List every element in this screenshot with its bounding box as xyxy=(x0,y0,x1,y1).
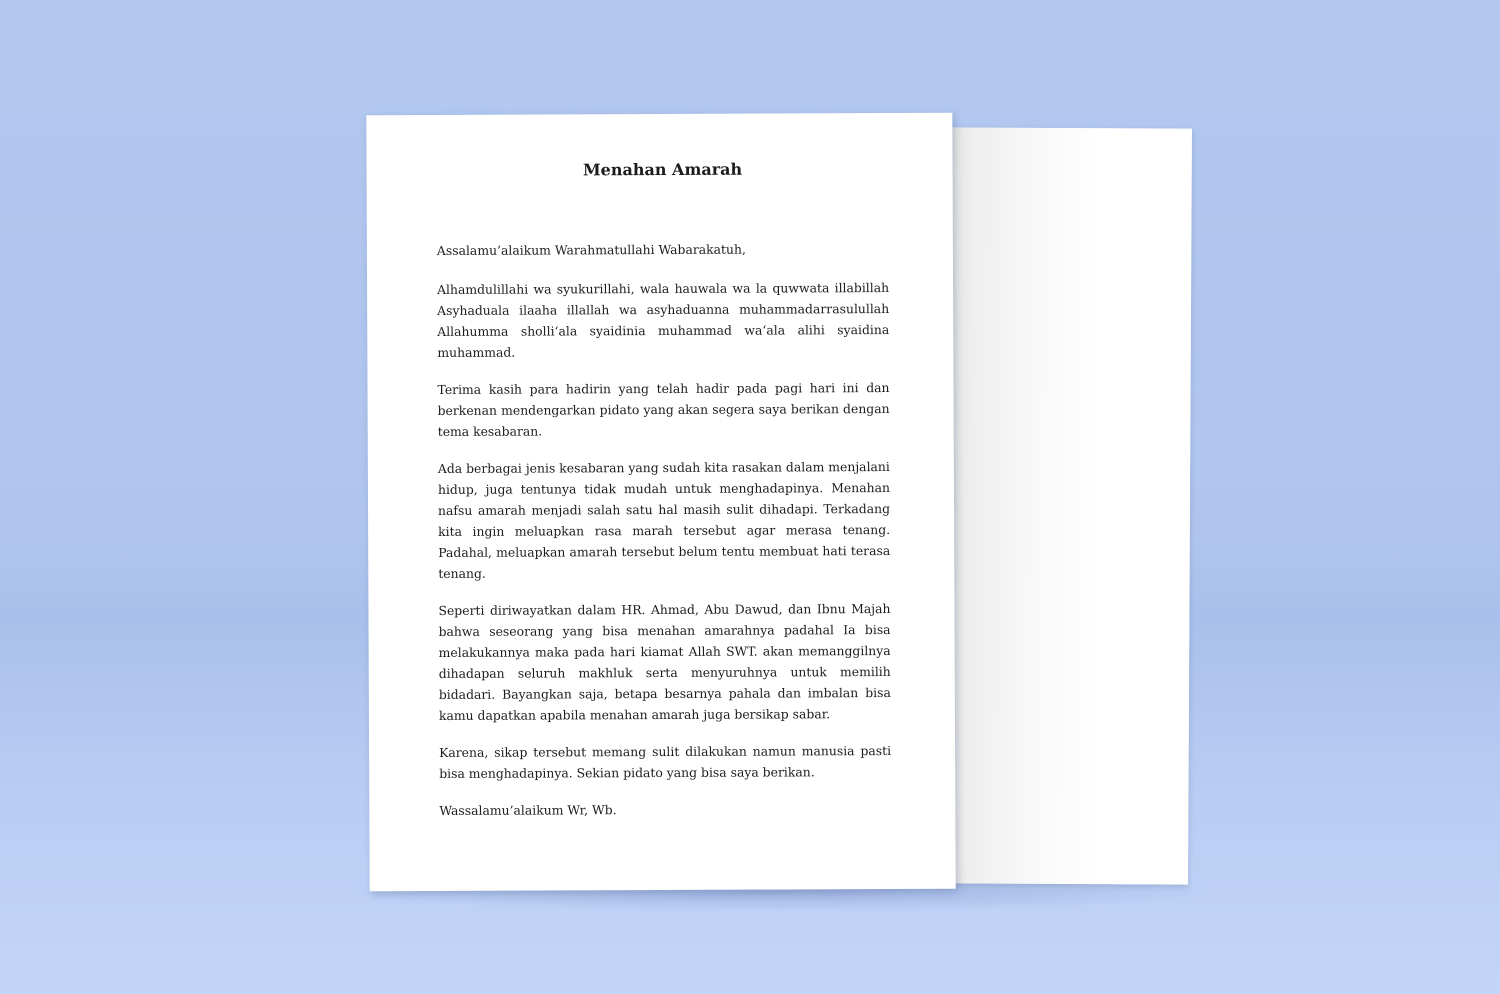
greeting: Assalamu’alaikum Warahmatullahi Wabarakatuh, xyxy=(436,241,746,258)
paragraph: Terima kasih para hadirin yang telah hadir pada pagi hari ini dan berkenan mendengarkan pidato yang akan segera saya berikan dengan tema kesabaran. xyxy=(437,380,890,439)
front-sheet-text xyxy=(437,159,892,837)
paragraph: Seperti diriwayatkan dalam HR. Ahmad, Abu Dawud, dan Ibnu Majah bahwa seseorang yang bisa menahan amarahnya padahal Ia bisa melakukannya maka pada hari kiamat Allah SWT. akan memanggilnya dihadapan seluruh makhluk serta menyuruhnya untuk memilih bidadari. Bayangkan saja, betapa besarnya pahala dan imbalan bisa kamu dapatkan apabila menahan amarah juga bersikap sabar. xyxy=(438,600,891,723)
back-paper-sheet xyxy=(938,127,1192,884)
paragraph: Karena, sikap tersebut memang sulit dilakukan namun manusia pasti bisa menghadapinya. Sekian pidato yang bisa saya berikan. xyxy=(439,742,892,781)
paragraph: Alhamdulillahi wa syukurillahi, wala hauwala wa la quwwata illabillah Asyhaduala ilaaha illallah wa asyhaduanna muhammadarrasulullah Allahumma sholli‘ala syaidinia muhammad wa‘ala alihi syaidina muhammad. xyxy=(437,280,890,360)
closing: Wassalamu’alaikum Wr, Wb. xyxy=(439,802,617,818)
paragraph: Ada berbagai jenis kesabaran yang sudah kita rasakan dalam menjalani hidup, juga tentunya tidak mudah untuk menghadapinya. Menahan nafsu amarah menjadi salah satu hal masih sulit dihadapi. Terkadang kita ingin meluapkan rasa marah tersebut agar merasa tenang. Padahal, meluapkan amarah tersebut belum tentu membuat hati terasa tenang. xyxy=(437,459,891,581)
back-sheet-content xyxy=(938,127,1128,884)
front-paper-sheet xyxy=(366,113,955,892)
document-title: Menahan Amarah xyxy=(582,159,743,180)
